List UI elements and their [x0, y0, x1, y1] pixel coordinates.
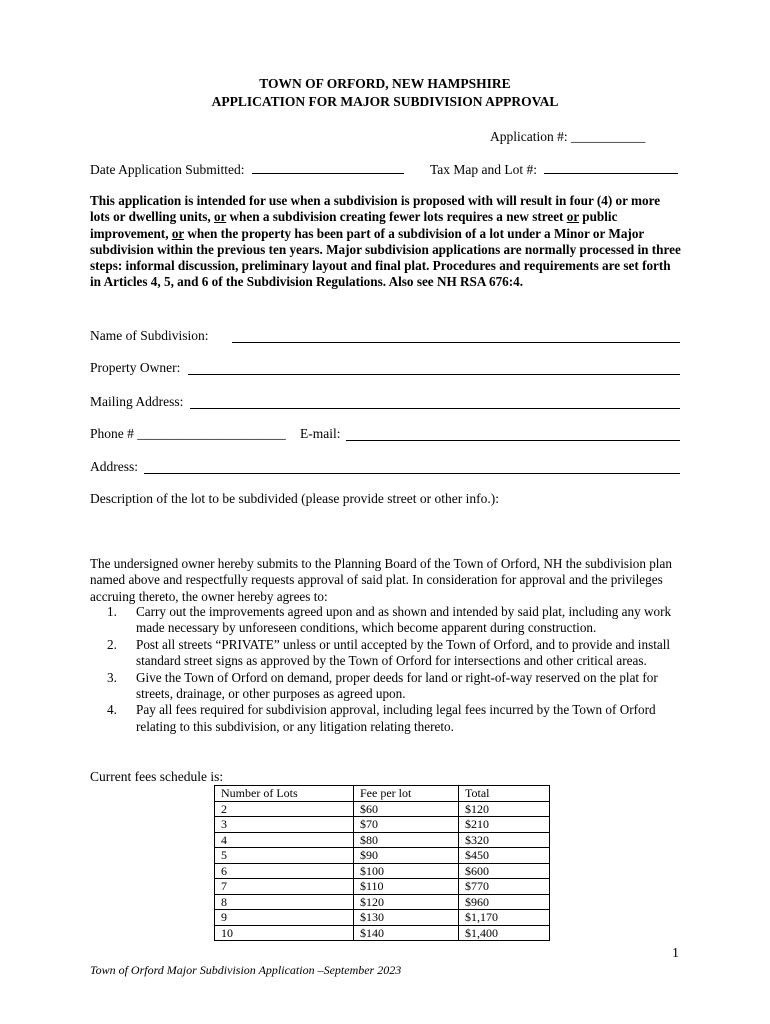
total-cell: $450 [459, 848, 550, 864]
total-cell: $320 [459, 832, 550, 848]
header-cell: Total [459, 786, 550, 802]
intro-or-1: or [213, 209, 227, 225]
fee-cell: $100 [354, 863, 459, 879]
date-submitted-row [90, 161, 404, 178]
intro-text-2: when a subdivision creating fewer lots requires a new street [226, 209, 567, 225]
intro-text-4: when the property has been part of a subdivision of a lot under a Minor or Major subdivision within the previous ten years. Major subdivision applications are normally processed in three steps: informal discussion, preliminary layout and final plat. Procedures and requirements are set forth in Articles 4, 5, and 6 of the Subdivision Regulations. Also see NH RSA 676:4. [90, 225, 681, 290]
table-row [215, 848, 550, 864]
agreement-item [90, 604, 682, 637]
property-owner-label: Property Owner: [90, 360, 181, 375]
table-row [215, 801, 550, 817]
table-row [215, 879, 550, 895]
name-of-subdivision-field[interactable] [232, 329, 680, 343]
fee-cell: $60 [354, 801, 459, 817]
table-row [215, 863, 550, 879]
lots-cell: 9 [215, 910, 354, 926]
item-text: Give the Town of Orford on demand, proper deeds for land or right-of-way reserved on the plat for streets, drainage, or other purposes as agreed upon. [136, 669, 658, 702]
phone-label: Phone # ______________________ [90, 426, 286, 441]
lots-cell: 7 [215, 879, 354, 895]
total-cell: $960 [459, 894, 550, 910]
date-submitted-label: Date Application Submitted: [90, 162, 245, 177]
table-row [215, 832, 550, 848]
lots-cell: 6 [215, 863, 354, 879]
fee-cell: $110 [354, 879, 459, 895]
intro-text-1: This application is intended for use when a subdivision is proposed with will result in four (4) or more lots or dwelling units, [90, 193, 661, 225]
lot-description-label: Description of the lot to be subdivided (please provide street or other info.): [90, 491, 500, 506]
header-cell: Number of Lots [215, 786, 354, 802]
item-number: 1. [107, 604, 117, 619]
intro-or-3: or [171, 225, 185, 241]
item-text: Pay all fees required for subdivision approval, including legal fees incurred by the Town of Orford relating to this subdivision, or any litigation relating thereto. [136, 702, 656, 734]
table-row [215, 817, 550, 833]
item-number: 2. [107, 636, 117, 652]
page-number: 1 [672, 946, 679, 961]
lots-cell: 5 [215, 848, 354, 864]
tax-map-row [430, 161, 678, 178]
fee-cell: $90 [354, 848, 459, 864]
header-cell: Fee per lot [354, 786, 459, 802]
item-text: Carry out the improvements agreed upon and as shown and intended by said plat, including any work made necessary by unforeseen conditions, which become apparent during construction. [136, 604, 672, 636]
fees-table [214, 785, 550, 941]
property-owner-field[interactable] [188, 361, 680, 375]
mailing-address-field[interactable] [190, 395, 680, 409]
page-footer: Town of Orford Major Subdivision Application –September 2023 [90, 963, 402, 977]
lots-cell: 3 [215, 817, 354, 833]
lots-cell: 10 [215, 925, 354, 941]
fee-cell: $120 [354, 894, 459, 910]
total-cell: $770 [459, 879, 550, 895]
item-number: 3. [107, 669, 117, 685]
intro-or-2: or [566, 209, 579, 225]
mailing-address-label: Mailing Address: [90, 394, 184, 409]
lots-cell: 4 [215, 832, 354, 848]
fee-cell: $140 [354, 925, 459, 941]
agreement-item [90, 637, 682, 670]
address-field[interactable] [144, 460, 680, 474]
name-of-subdivision-label: Name of Subdivision: [90, 328, 209, 343]
fee-cell: $70 [354, 817, 459, 833]
table-row [215, 925, 550, 941]
table-row [215, 910, 550, 926]
document-title-line1: TOWN OF ORFORD, NEW HAMPSHIRE [259, 76, 511, 91]
agreement-item [90, 702, 682, 735]
agreement-paragraph: The undersigned owner hereby submits to the Planning Board of the Town of Orford, NH the subdivision plan named above and respectfully requests approval of said plat. In consideration for approval and the privileges accruing thereto, the owner hereby agrees to: [90, 556, 672, 604]
total-cell: $1,170 [459, 910, 550, 926]
agreement-list [90, 604, 682, 735]
total-cell: $1,400 [459, 925, 550, 941]
tax-map-label: Tax Map and Lot #: [430, 162, 538, 177]
agreement-item [90, 670, 682, 703]
document-title-line2: APPLICATION FOR MAJOR SUBDIVISION APPROVAL [211, 94, 559, 109]
tax-map-field[interactable] [544, 161, 678, 174]
lots-cell: 2 [215, 801, 354, 817]
fee-cell: $130 [354, 910, 459, 926]
fees-header-row [215, 786, 550, 802]
item-number: 4. [107, 702, 117, 718]
address-label: Address: [90, 459, 138, 474]
date-submitted-field[interactable] [252, 161, 404, 174]
email-field[interactable] [346, 427, 680, 441]
total-cell: $600 [459, 863, 550, 879]
table-row [215, 894, 550, 910]
application-number-label: Application #: ___________ [490, 129, 646, 144]
fee-cell: $80 [354, 832, 459, 848]
intro-text-3: public improvement, [90, 209, 618, 241]
email-label: E-mail: [300, 426, 341, 441]
lots-cell: 8 [215, 894, 354, 910]
total-cell: $210 [459, 817, 550, 833]
intro-paragraph [90, 193, 682, 291]
total-cell: $120 [459, 801, 550, 817]
fees-schedule-label: Current fees schedule is: [90, 769, 224, 784]
item-text: Post all streets “PRIVATE” unless or until accepted by the Town of Orford, and to provide and install standard street signs as approved by the Town of Orford for intersections and other critical areas. [136, 636, 671, 669]
